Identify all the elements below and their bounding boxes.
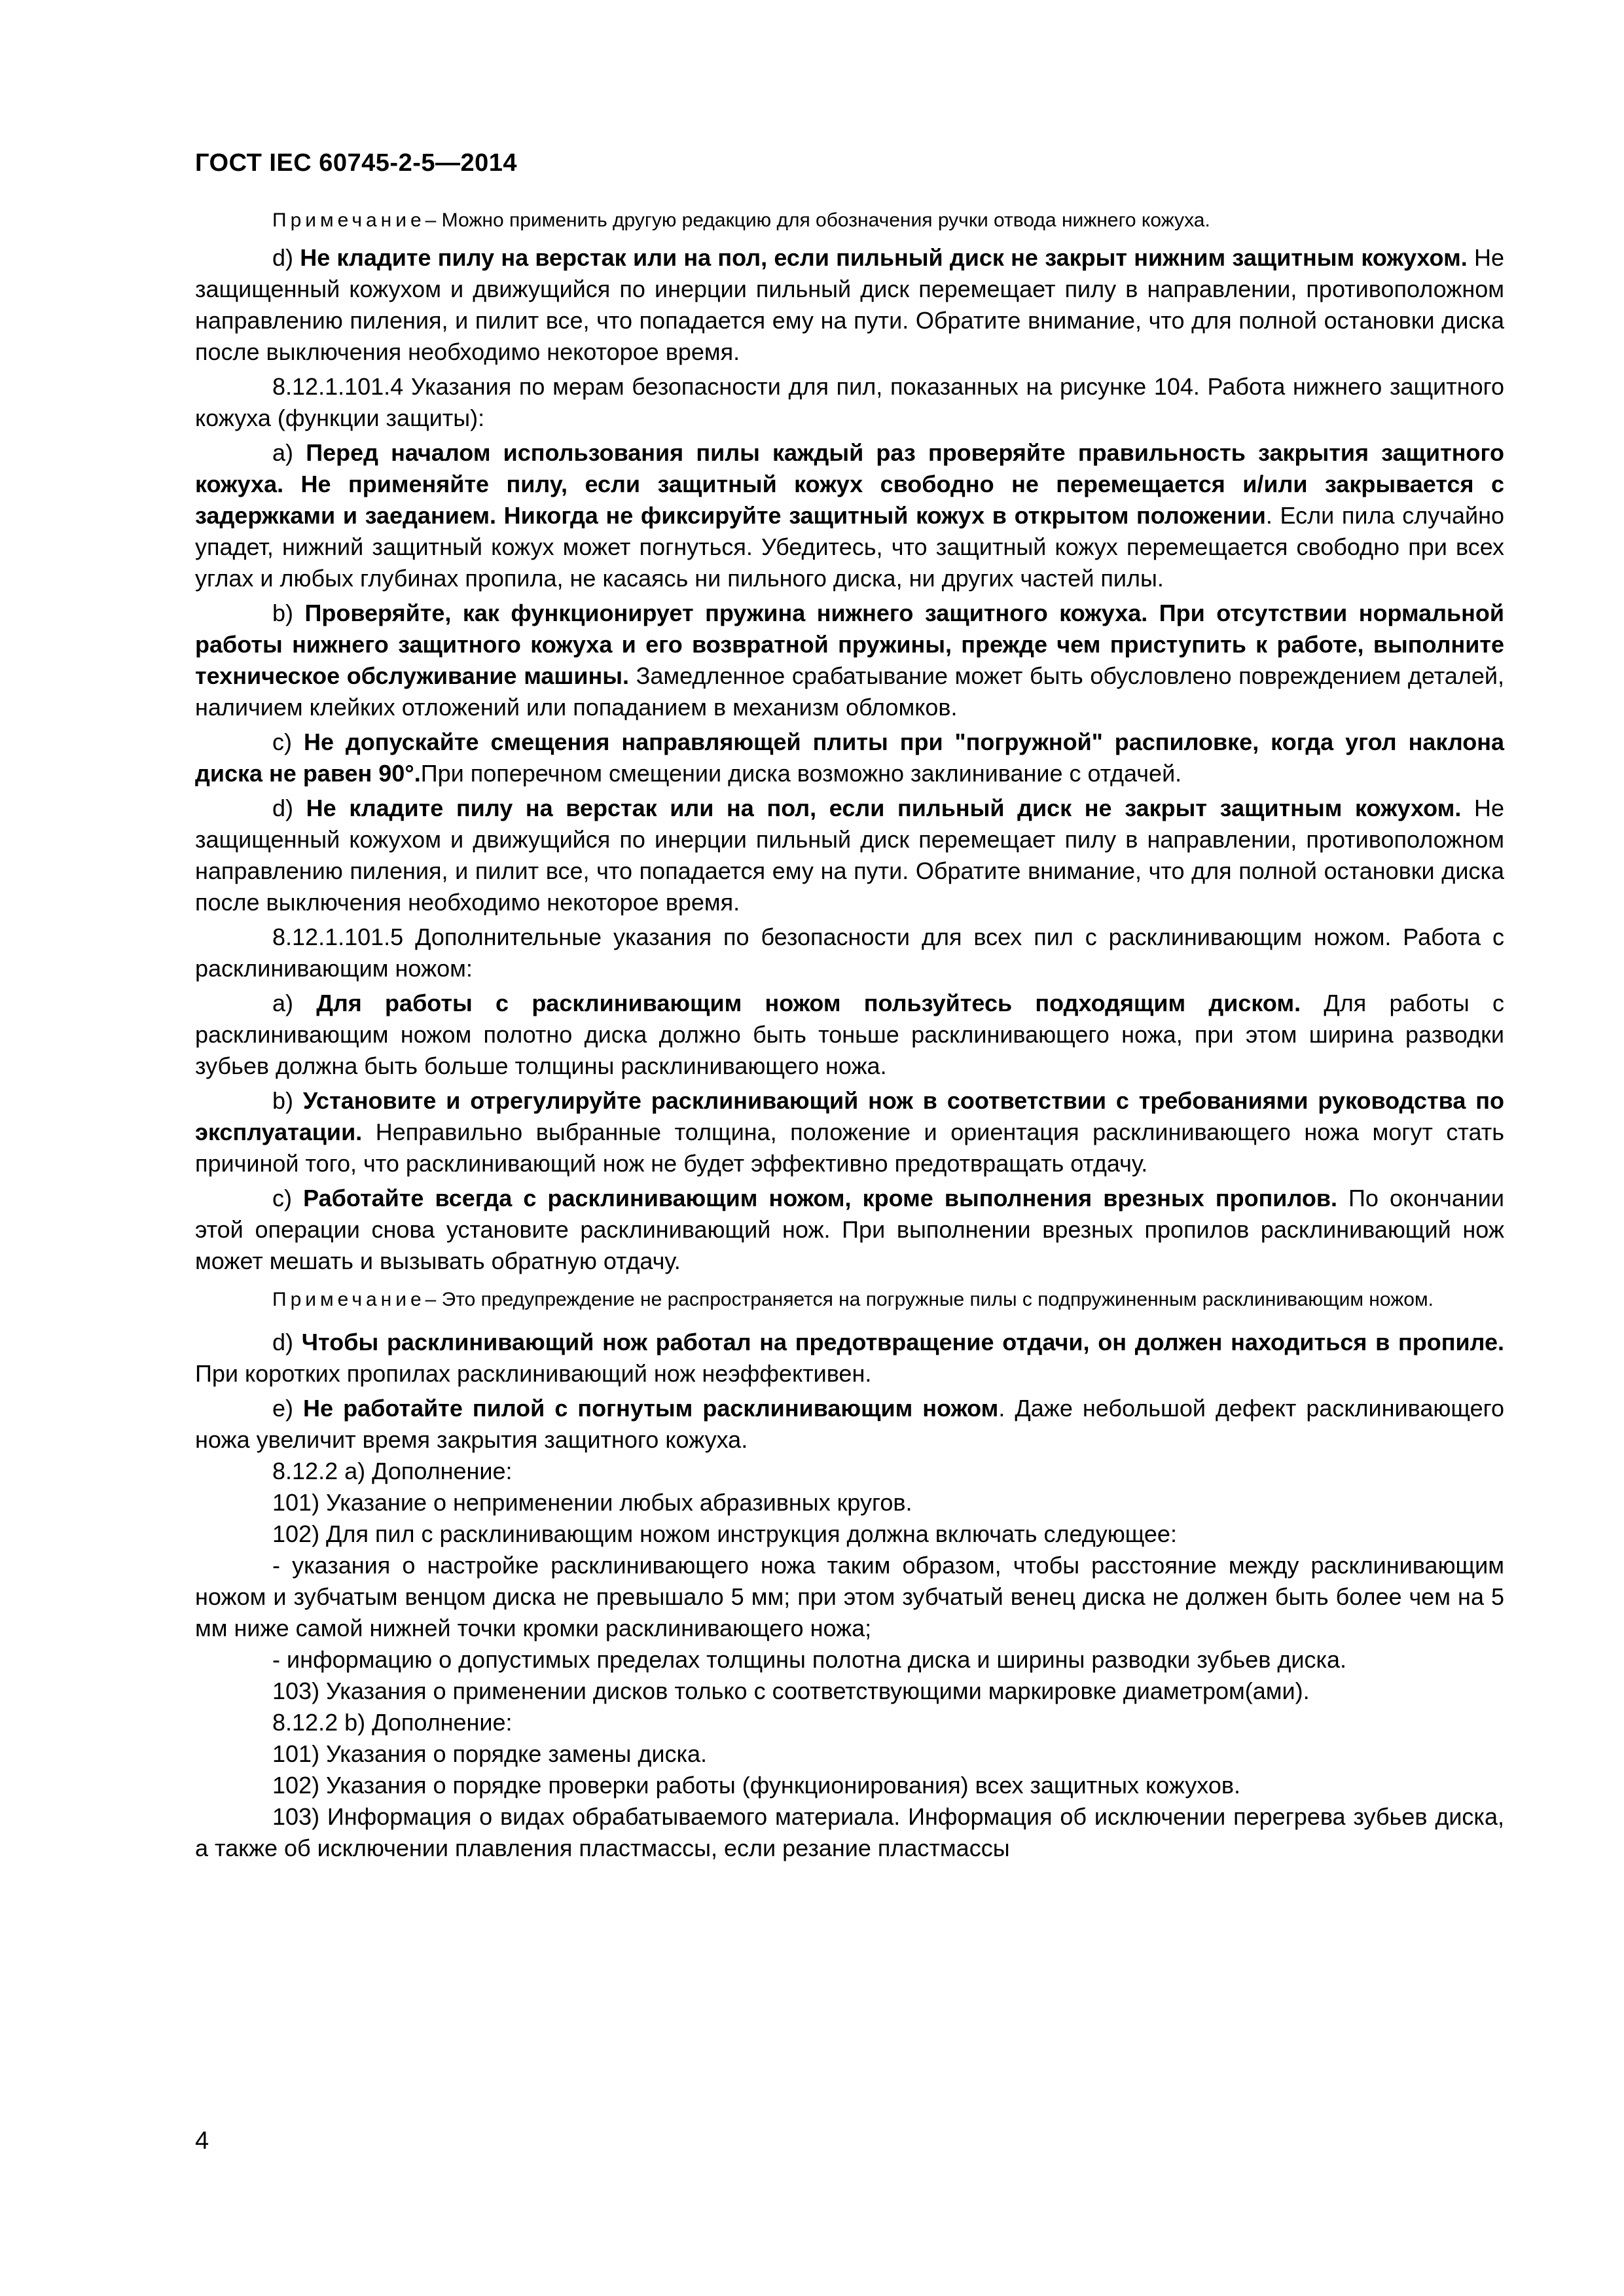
warning-bold-text: Не допускайте смещения направляющей плиты при "погружной" распиловке, когда угол наклона диска не равен 90°. — [195, 728, 1504, 787]
paragraph-text: Для работы с расклинивающим ножом полотно диска должно быть тоньше расклинивающего ножа, при этом ширина разводки зубьев должна быть больше толщины расклинивающего ножа. — [195, 990, 1504, 1079]
paragraph-text: Замедленное срабатывание может быть обусловлено повреждением деталей, наличием клейких отложений или попаданием в механизм обломков. — [195, 662, 1504, 721]
item-b-103: 103) Информация о видах обрабатываемого материала. Информация об исключении перегрева зубьев диска, а также об исключении плавления пластмассы, если резание пластмассы — [195, 1803, 1504, 1861]
paragraph-e-bent-knife — [195, 1393, 1504, 1456]
item-a-101: 101) Указание о неприменении любых абразивных кругов. — [272, 1489, 912, 1516]
paragraph-d-lower-guard — [195, 242, 1504, 368]
paragraph-text: Неправильно выбранные толщина, положение и ориентация расклинивающего ножа могут стать причиной того, что расклинивающий нож не будет эффективно предотвращать отдачу. — [195, 1119, 1504, 1177]
document-code-header: ГОСТ IEC 60745-2-5—2014 — [195, 149, 518, 177]
paragraph-b-spring-check — [195, 598, 1504, 723]
page-body — [195, 208, 1504, 1864]
paragraph-c-plunge-cut — [195, 726, 1504, 789]
item-letter: a) — [272, 439, 306, 466]
item-letter: b) — [272, 600, 305, 626]
paragraph-text: Не защищенный кожухом и движущийся по инерции пильный диск перемещает пилу в направлении, противоположном направлению пиления, и пилит все, что попадается ему на пути. Обратите внимание, что для полной остановки диска после выключения необходимо некоторое время. — [195, 244, 1504, 365]
paragraph-text: . Если пила случайно упадет, нижний защитный кожух может погнуться. Убедитесь, что защитный кожух перемещается свободно при всех углах и любых глубинах пропила, не касаясь ни пильного диска, ни других частей пилы. — [195, 502, 1505, 592]
warning-bold-text: Работайте всегда с расклинивающим ножом, кроме выполнения врезных пропилов. — [303, 1185, 1337, 1211]
item-a-103: 103) Указания о применении дисков только с соответствующими маркировке диаметром(ами). — [272, 1677, 1310, 1704]
warning-bold-text: Установите и отрегулируйте расклинивающий нож в соответствии с требованиями руководства по эксплуатации. — [195, 1087, 1504, 1145]
warning-bold-text: Перед началом использования пилы каждый раз проверяйте правильность закрытия защитного кожуха. Не применяйте пилу, если защитный кожух свободно не перемещается и/или закрывается с задержками и заеданием. Никогда не фиксируйте защитный кожух в открытом положении — [195, 439, 1504, 529]
note-text: – Это предупреждение не распространяется на погружные пилы с подпружиненным расклинивающим ножом. — [425, 1289, 1434, 1310]
item-b-102: 102) Указания о порядке проверки работы (функционирования) всех защитных кожухов. — [272, 1772, 1241, 1799]
item-a-102: 102) Для пил с расклинивающим ножом инструкция должна включать следующее: — [272, 1520, 1177, 1547]
clause-8-12-2-b: 8.12.2 b) Дополнение: — [272, 1709, 513, 1736]
paragraph-b-riving-knife-adjust — [195, 1085, 1504, 1179]
paragraph-c-always-riving-knife — [195, 1183, 1504, 1277]
note-lower-guard-handle — [195, 208, 1504, 233]
paragraph-a-riving-knife-blade — [195, 988, 1504, 1082]
note-label: Примечание — [272, 209, 425, 231]
item-letter: d) — [272, 1329, 302, 1355]
item-letter: a) — [272, 990, 317, 1016]
clause-8-12-1-101-4: 8.12.1.101.4 Указания по мерам безопасности для пил, показанных на рисунке 104. Работа нижнего защитного кожуха (функции защиты): — [195, 373, 1504, 431]
warning-bold-text: Проверяйте, как функционирует пружина нижнего защитного кожуха. При отсутствии нормальной работы нижнего защитного кожуха и его возвратной пружины, прежде чем приступить к работе, выполните техническое обслуживание машины. — [195, 600, 1504, 689]
warning-bold-text: Чтобы расклинивающий нож работал на предотвращение отдачи, он должен находиться в пропиле. — [301, 1329, 1504, 1355]
item-letter: d) — [272, 795, 306, 821]
item-letter: d) — [272, 244, 300, 271]
note-text: – Можно применить другую редакцию для обозначения ручки отвода нижнего кожуха. — [425, 209, 1210, 231]
item-b-101: 101) Указания о порядке замены диска. — [272, 1740, 708, 1767]
warning-bold-text: Не кладите пилу на верстак или на пол, если пильный диск не закрыт нижним защитным кожухом. — [300, 244, 1468, 271]
paragraph-d-in-kerf — [195, 1327, 1504, 1390]
clause-8-12-2-a: 8.12.2 a) Дополнение: — [272, 1458, 513, 1484]
item-letter: b) — [272, 1087, 303, 1114]
paragraph-text: При коротких пропилах расклинивающий нож неэффективен. — [195, 1360, 872, 1387]
clause-8-12-1-101-5: 8.12.1.101.5 Дополнительные указания по безопасности для всех пил с расклинивающим ножом. Работа с расклинивающим ножом: — [195, 924, 1504, 982]
dash-item-knife-setting: - указания о настройке расклинивающего ножа таким образом, чтобы расстояние между расклинивающим ножом и зубчатым венцом диска не превышало 5 мм; при этом зубчатый венец диска не должен быть более чем на 5 мм ниже самой нижней точки кромки расклинивающего ножа; — [195, 1552, 1504, 1641]
warning-bold-text: Не работайте пилой с погнутым расклинивающим ножом — [303, 1395, 999, 1422]
paragraph-d-guard-closed — [195, 793, 1504, 918]
item-letter: e) — [272, 1395, 304, 1422]
paragraph-text: . Даже небольшой дефект расклинивающего ножа увеличит время закрытия защитного кожуха. — [195, 1395, 1504, 1453]
dash-item-blade-limits: - информацию о допустимых пределах толщины полотна диска и ширины разводки зубьев диска. — [272, 1646, 1347, 1673]
paragraph-text: Не защищенный кожухом и движущийся по инерции пильный диск перемещает пилу в направлении, противоположном направлению пиления, и пилит все, что попадается ему на пути. Обратите внимание, что для полной остановки диска после выключения необходимо некоторое время. — [195, 795, 1504, 916]
paragraph-a-guard-check — [195, 437, 1504, 594]
paragraph-text: При поперечном смещении диска возможно заклинивание с отдачей. — [420, 760, 1182, 787]
page-number: 4 — [195, 2127, 209, 2155]
item-letter: c) — [272, 728, 304, 755]
item-letter: c) — [272, 1185, 304, 1211]
warning-bold-text: Не кладите пилу на верстак или на пол, если пильный диск не закрыт защитным кожухом. — [306, 795, 1462, 821]
note-plunge-saws — [195, 1287, 1504, 1312]
paragraph-text: По окончании этой операции снова установите расклинивающий нож. При выполнении врезных пропилов расклинивающий нож может мешать и вызывать обратную отдачу. — [195, 1185, 1505, 1274]
note-label: Примечание — [272, 1289, 425, 1310]
warning-bold-text: Для работы с расклинивающим ножом пользуйтесь подходящим диском. — [316, 990, 1301, 1016]
